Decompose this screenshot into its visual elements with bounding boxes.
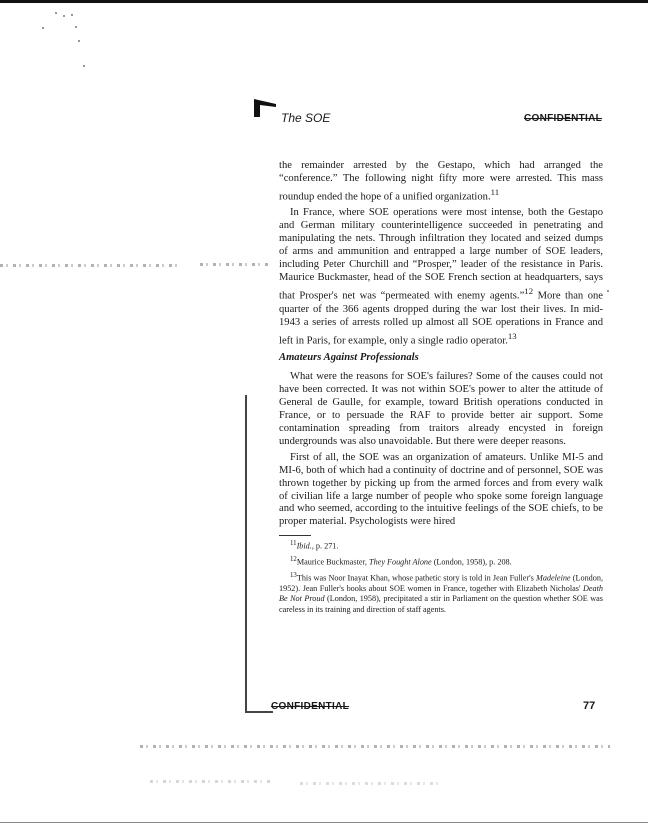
footnote-rule — [279, 535, 311, 536]
scan-noise — [0, 264, 180, 267]
scan-speck — [607, 290, 609, 292]
page-number: 77 — [583, 700, 596, 712]
top-border — [0, 0, 648, 3]
scan-speck — [71, 14, 73, 16]
scan-speck — [63, 15, 65, 17]
scan-speck — [78, 40, 80, 42]
scan-speck — [83, 65, 85, 67]
footnote: $^{13}$This was Noor Inayat Khan, whose pathetic story is told in Jean Fuller's Madeleine (London, 1952). Jean Fuller's books about SOE women in France, together with Elizabeth Nicholas' Death Be Not Proud (London, 1958), precipitated a stir in Parliament on the question whether SOE was careless in its training and direction of staff agents. — [279, 572, 603, 614]
classification-marking-top: CONFIDENTIAL — [524, 113, 603, 124]
footnote: $^{12}$Maurice Buckmaster, They Fought Alone (London, 1958), p. 208. — [290, 556, 512, 568]
scan-speck — [55, 12, 57, 14]
corner-mark — [254, 99, 276, 117]
footnote-ref: 12 — [524, 286, 534, 297]
paragraph: the remainder arrested by the Gestapo, which had arranged the “conference.” The following night fifty more were arrested. This mass roundup ended the hope of a unified organization.$^{11}$ — [279, 160, 603, 203]
margin-rule-foot — [245, 711, 273, 713]
scan-speck — [75, 26, 77, 28]
paragraph: In France, where SOE operations were most intense, both the Gestapo and German military counterintelligence succeeded in penetrating and manipulating the nets. Through infiltration they located and seized dumps of arms and ammunition and entrapped a large number of SOE leaders, including Peter Churchill and “Prosper,” leader of the resistance in Paris. Maurice Buckmaster, head of the SOE French section at headquarters, says that Prosper's net was “permeated with enemy agents.”$^{12}$ More than one quarter of the 366 agents dropped during the war lost their lives. In mid-1943 a series of arrests rolled up almost all SOE operations in France and left in Paris, for example, only a single radio operator.$^{13}$ — [279, 207, 603, 347]
footnote-ref: 13 — [507, 330, 517, 341]
section-heading: Amateurs Against Professionals — [279, 351, 419, 363]
running-head-title: The SOE — [281, 111, 331, 125]
paragraph: First of all, the SOE was an organization of amateurs. Unlike MI-5 and MI-6, both of which had a continuity of doctrine and of personnel, SOE was thrown together by picking up from the armed forces and from every walk of civilian life a large number of people who spoke some foreign language and who seemed, according to the intuitive feelings of the SOE chiefs, to be proper material. Psychologists were hired — [279, 451, 603, 528]
footnote: $^{11}$Ibid., p. 271. — [290, 540, 339, 552]
scan-noise — [300, 782, 440, 785]
bottom-border — [0, 822, 648, 823]
scan-noise — [140, 745, 610, 748]
paragraph: What were the reasons for SOE's failures? Some of the causes could not have been corrected. It was not within SOE's power to alter the attitude of General de Gaulle, for example, toward British operations conducted in France, or to persuade the RAF to provide better air support. Some contamination spreading from traitors already encysted in foreign undergrounds was also unavoidable. But there were deeper reasons. — [279, 370, 603, 447]
margin-rule — [245, 395, 247, 713]
scan-noise — [200, 263, 270, 266]
scan-speck — [42, 27, 44, 29]
scan-noise — [150, 780, 270, 783]
classification-marking-bottom: CONFIDENTIAL — [271, 701, 350, 712]
body-text — [279, 160, 603, 618]
footnote-ref: 11 — [490, 186, 500, 197]
